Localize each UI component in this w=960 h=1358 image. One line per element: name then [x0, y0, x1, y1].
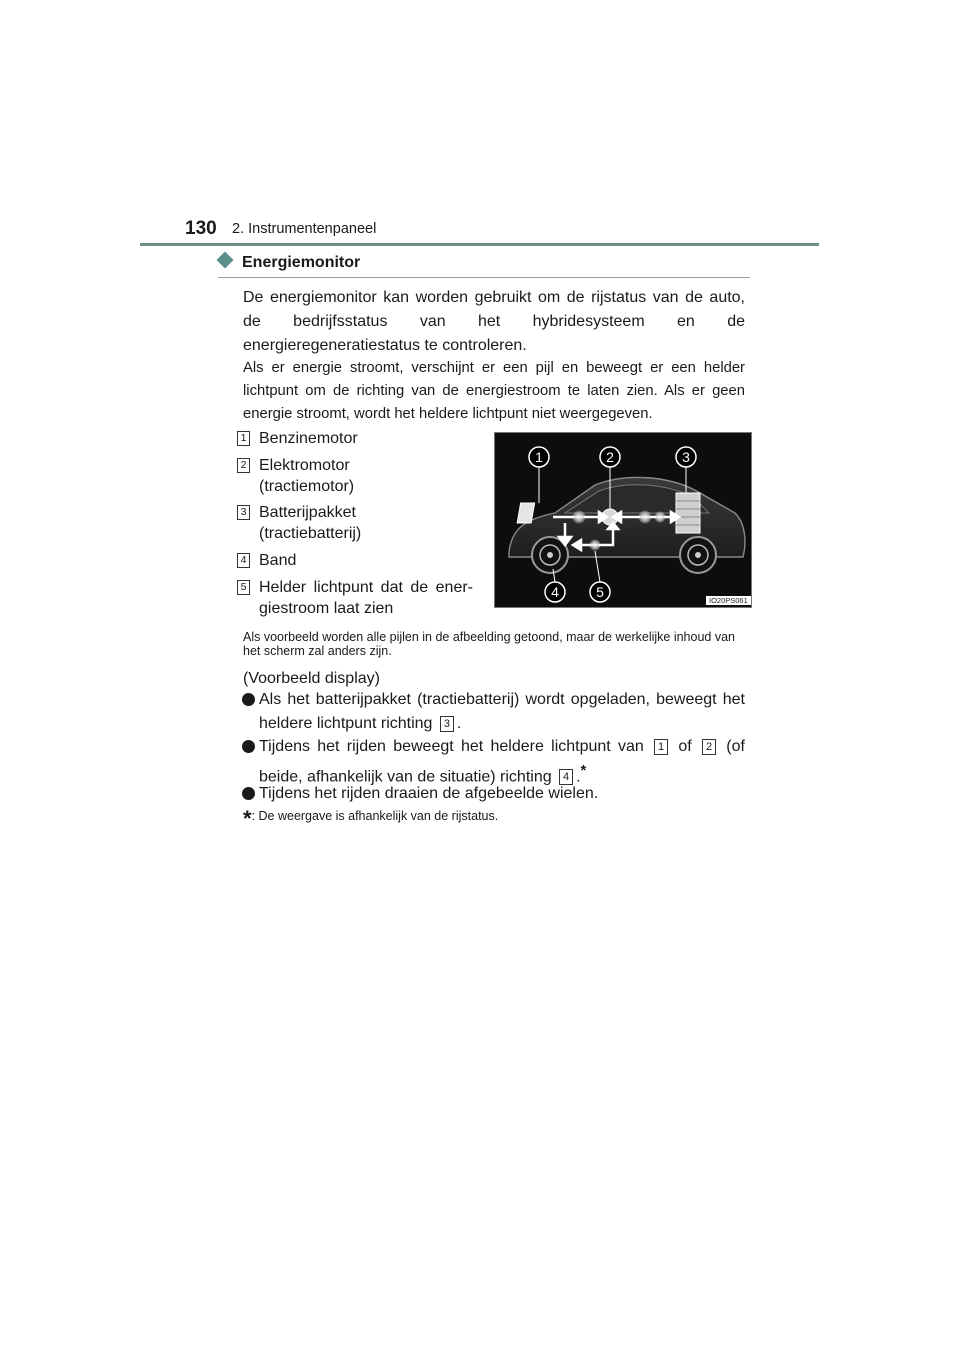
callout-5: 5 — [596, 584, 604, 600]
legend-label-cont: giestroom laat zien — [259, 600, 394, 617]
section-divider — [218, 277, 750, 278]
legend-number: 2 — [237, 458, 250, 473]
bullet-icon — [242, 787, 255, 800]
legend-number: 5 — [237, 580, 250, 595]
bullet-text: Tijdens het rijden draaien de afgebeelde wielen. — [259, 785, 599, 802]
legend-number: 3 — [237, 505, 250, 520]
figure-note: Als voorbeeld worden alle pijlen in de afbeelding getoond, maar de werkelijke inhoud van het scherm zal anders zijn. — [243, 630, 735, 658]
callout-3: 3 — [682, 449, 690, 465]
light-point — [589, 539, 601, 551]
bullet-item — [243, 782, 745, 806]
chapter-title: 2. Instrumentenpaneel — [232, 221, 377, 237]
figure-code: IO20PS061 — [706, 596, 751, 605]
legend-label-cont: (tractiemotor) — [259, 478, 355, 495]
legend-label-cont: (tractiebatterij) — [259, 525, 362, 542]
page-number: 130 — [185, 218, 217, 239]
legend-label: Helder lichtpunt dat de ener- — [259, 579, 473, 596]
asterisk-mark: * — [580, 762, 587, 779]
legend-label: Band — [259, 552, 297, 569]
engine-block — [517, 503, 535, 523]
footnote — [243, 806, 498, 832]
footnote-asterisk: * — [243, 806, 252, 831]
battery-pack — [676, 493, 700, 533]
bullet-text: of — [678, 738, 692, 755]
section-title: Energiemonitor — [242, 254, 361, 271]
light-point — [638, 510, 652, 524]
bullet-punct: . — [576, 768, 581, 786]
car-diagram — [495, 433, 751, 607]
bullet-text: Tijdens het rijden beweegt het heldere lichtpunt van — [259, 738, 644, 755]
legend-number: 1 — [237, 431, 250, 446]
rear-wheel — [680, 537, 716, 573]
bullet-icon — [242, 740, 255, 753]
header-divider — [140, 243, 819, 246]
intro-paragraph: De energiemonitor kan worden gebruikt om de rijstatus van de auto, de bedrijfsstatus van het hybridesysteem en de energieregeneratiestatus te controleren. — [243, 289, 745, 354]
footnote-text: : De weergave is afhankelijk van de rijstatus. — [251, 809, 499, 823]
callout-2: 2 — [606, 449, 614, 465]
detail-paragraph: Als er energie stroomt, verschijnt er een pijl en beweegt er een helder lichtpunt om de richting van de energiestroom te laten zien. Als er geen energie stroomt, wordt het heldere lichtpunt niet weergegeven. — [243, 360, 745, 422]
bullet-text: (of beide, afhankelijk van de situatie) richting — [259, 738, 745, 786]
legend-label: Elektromotor — [259, 457, 350, 474]
bullet-punct: . — [456, 715, 462, 732]
ref-number: 4 — [559, 769, 573, 785]
diamond-icon — [217, 252, 234, 269]
callout-4: 4 — [551, 584, 559, 600]
callout-1: 1 — [535, 449, 543, 465]
ref-number: 1 — [654, 739, 668, 755]
legend-label: Benzinemotor — [259, 430, 358, 447]
energy-monitor-figure — [494, 432, 752, 608]
ref-number: 3 — [440, 716, 454, 732]
legend-number: 4 — [237, 553, 250, 568]
ref-number: 2 — [702, 739, 716, 755]
bullet-item — [243, 688, 745, 736]
example-label: (Voorbeeld display) — [243, 670, 380, 687]
bullet-text: Als het batterijpakket (tractiebatterij) wordt opgeladen, beweegt het heldere lichtpunt richting — [259, 691, 745, 732]
bullet-icon — [242, 693, 255, 706]
light-point — [572, 510, 586, 524]
legend-label: Batterijpakket — [259, 504, 356, 521]
light-point — [654, 511, 666, 523]
